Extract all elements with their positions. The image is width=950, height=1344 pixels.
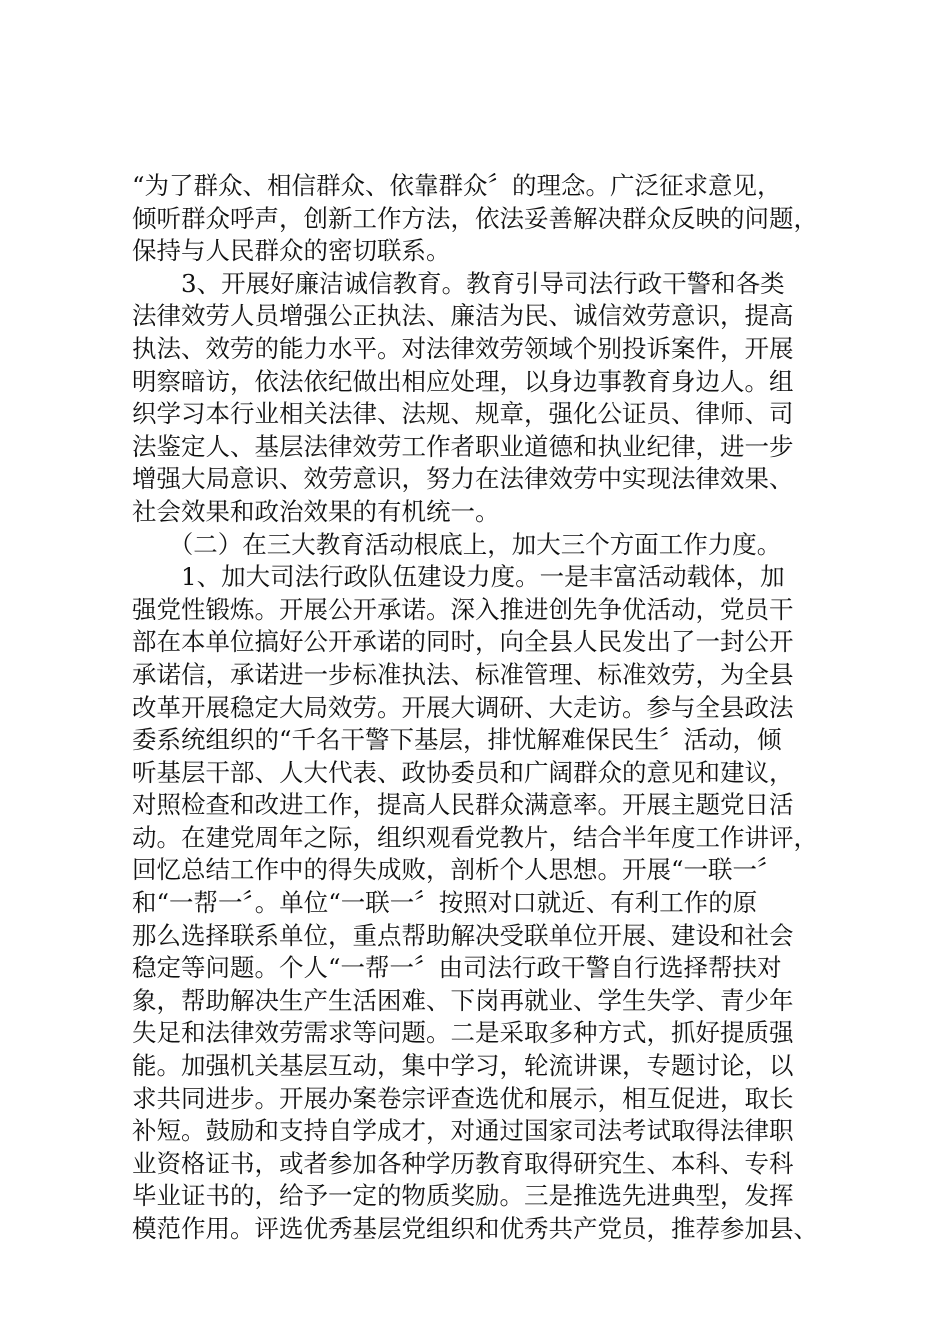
text-line: 明察暗访，依法依纪做出相应处理，以身边事教育身边人。组 [132,366,794,396]
text-line: 3、开展好廉洁诚信教育。教育引导司法行政干警和各类 [132,268,785,298]
text-line: 法律效劳人员增强公正执法、廉洁为民、诚信效劳意识，提高 [132,301,794,331]
text-line: 倾听群众呼声，创新工作方法，依法妥善解决群众反映的问题， [132,203,818,233]
text-line: 执法、效劳的能力水平。对法律效劳领域个别投诉案件，开展 [132,333,794,363]
text-line: 对照检查和改进工作，提高人民群众满意率。开展主题党日活 [132,790,794,820]
text-line: 求共同进步。开展办案卷宗评查选优和展示，相互促进，取长 [132,1083,794,1113]
text-line: 承诺信，承诺进一步标准执法、标准管理、标准效劳，为全县 [132,659,794,689]
text-line: “为了群众、相信群众、依靠群众〞的理念。广泛征求意见， [132,171,782,200]
text-line: 能。加强机关基层互动，集中学习，轮流讲课，专题讨论，以 [132,1051,794,1081]
text-line: 社会效果和政治效果的有机统一。 [132,496,500,526]
text-line: 业资格证书，或者参加各种学历教育取得研究生、本科、专科 [132,1148,794,1178]
text-line: 听基层干部、人大代表、政协委员和广阔群众的意见和建议， [132,757,794,787]
text-line: 法鉴定人、基层法律效劳工作者职业道德和执业纪律，进一步 [132,431,794,461]
text-line: 1、加大司法行政队伍建设力度。一是丰富活动载体，加 [132,562,785,592]
text-line: 象，帮助解决生产生活困难、下岗再就业、学生失学、青少年 [132,985,794,1015]
text-line: 织学习本行业相关法律、法规、规章，强化公证员、律师、司 [132,399,794,429]
text-line: 毕业证书的，给予一定的物质奖励。三是推选先进典型，发挥 [132,1181,794,1211]
text-line: 保持与人民群众的密切联系。 [132,236,451,266]
text-line: 部在本单位搞好公开承诺的同时，向全县人民发出了一封公开 [132,627,794,657]
text-line: 委系统组织的“千名干警下基层，排忧解难保民生〞活动，倾 [132,725,782,755]
text-line: 补短。鼓励和支持自学成才，对通过国家司法考试取得法律职 [132,1116,794,1146]
document-body [132,170,822,1246]
text-line: 稳定等问题。个人“一帮一〞由司法行政干警自行选择帮扶对 [132,953,782,983]
text-line: 回忆总结工作中的得失成败，剖析个人思想。开展“一联一〞 [132,855,782,885]
text-line: （二）在三大教育活动根底上，加大三个方面工作力度。 [132,529,782,559]
text-line: 和“一帮一〞。单位“一联一〞按照对口就近、有利工作的原 [132,888,758,918]
text-line: 那么选择联系单位，重点帮助解决受联单位开展、建设和社会 [132,920,794,950]
text-line: 动。在建党周年之际，组织观看党教片，结合半年度工作讲评， [132,822,818,852]
text-line: 强党性锻炼。开展公开承诺。深入推进创先争优活动，党员干 [132,594,794,624]
text-line: 改革开展稳定大局效劳。开展大调研、大走访。参与全县政法 [132,692,794,722]
text-line: 失足和法律效劳需求等问题。二是采取多种方式，抓好提质强 [132,1018,794,1048]
text-line: 增强大局意识、效劳意识，努力在法律效劳中实现法律效果、 [132,464,794,494]
text-line: 模范作用。评选优秀基层党组织和优秀共产党员，推荐参加县、 [132,1214,818,1243]
